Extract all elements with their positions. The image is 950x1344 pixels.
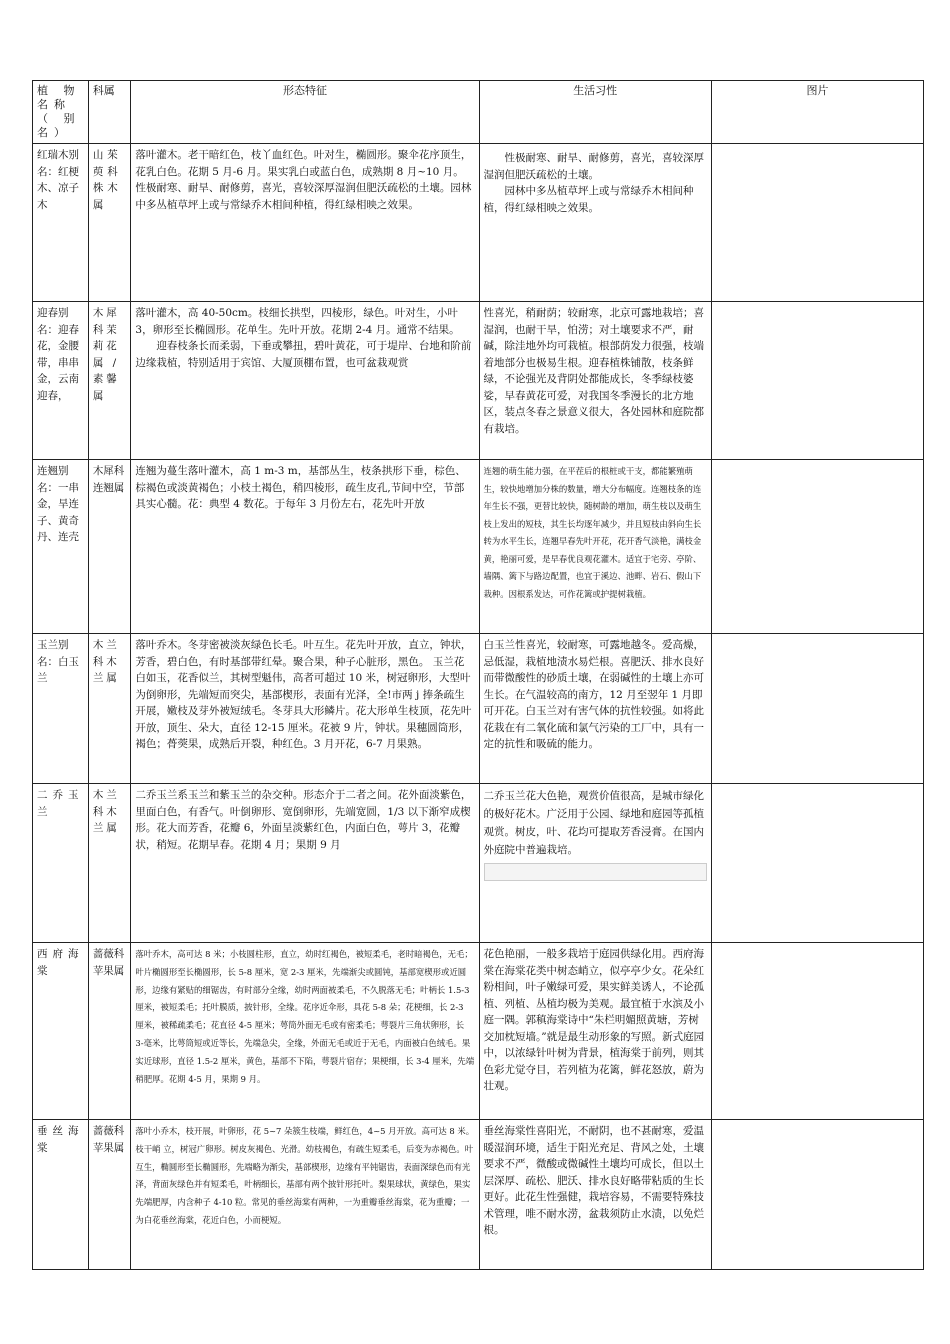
header-row bbox=[33, 81, 924, 144]
plant-family: 蔷薇科苹果属 bbox=[88, 1120, 131, 1270]
plant-habit bbox=[479, 634, 711, 784]
habit-paragraph: 连翘的萌生能力强，在平茬后的根桩或干支，都能繁殖萌生，较快地增加分株的数量，增大分布幅度。连翘枝条的连年生长不强，更替比较快，随树龄的增加，萌生枝以及萌生枝上发出的短枝，其生长均逐年减少，并且短枝由斜向生长转为水平生长，连翘早春先叶开花，花开香气淡艳，满枝金黄，艳丽可爱，是早春优良观花灌木。适宜于宅旁、亭阶、墙隅、篱下与路边配置，也宜于溪边、池畔、岩石、假山下栽种。因根系发达，可作花篱或护提树栽植。 bbox=[483, 466, 702, 599]
header-picture: 图片 bbox=[711, 81, 923, 144]
table-row bbox=[33, 302, 924, 460]
plant-name: 红瑞木别名：红梗木、凉子木 bbox=[33, 144, 89, 302]
plant-morphology bbox=[131, 634, 479, 784]
plant-morphology bbox=[131, 302, 479, 460]
plant-morphology bbox=[131, 784, 479, 943]
plant-name: 迎春别名：迎春花，金腰带，串串金，云南迎春， bbox=[33, 302, 89, 460]
table-row bbox=[33, 943, 924, 1120]
plant-picture bbox=[711, 302, 923, 460]
habit-paragraph: 垂丝海棠性喜阳光，不耐阴，也不甚耐寒，爱温暖湿润环境，适生于阳光充足、背风之处，土壤要求不严，微酸或微碱性土壤均可成长，但以土层深厚、疏松、肥沃、排水良好略带粘质的生长更好。此花生性强健，栽培容易，不需要特殊技术管理，唯不耐水涝，盆栽须防止水渍，以免烂根。 bbox=[483, 1125, 704, 1236]
habit-paragraph: 性喜光，稍耐荫；较耐寒，北京可露地栽培；喜湿润，也耐干旱，怕涝；对土壤要求不严，耐碱，除洼地外均可栽植。根部荫发力很强，枝端着地部分也极易生根。迎春植株铺散，枝条鲜绿，不论强光及背阴处都能成长，冬季绿枝婆娑，早春黄花可爱，对我国冬季漫长的北方地区，装点冬春之景意义很大，各处园林和庭院都有栽培。 bbox=[483, 307, 704, 435]
morphology-paragraph: 二乔玉兰系玉兰和紫玉兰的杂交种。形态介于二者之间。花外面淡紫色，里面白色，有香气。叶倒卵形、宽倒卵形，先端宽圆，1/3 以下渐窄成楔形。花大而芳香，花瓣 6，外面呈淡紫红色，内面白色，萼片 3，花瓣状，稍短。花期早春。花期 4 月；果期 9 月 bbox=[135, 789, 472, 851]
morphology-paragraph: 落叶乔木，高可达 8 米；小枝圆柱形，直立，幼时红褐色，被短柔毛，老时暗褐色，无毛；叶片椭圆形至长椭圆形，长 5-8 厘米，宽 2-3 厘米，先端渐尖或圆钝，基部宽楔形或近圆形，边缘有紧贴的细锯齿，有时部分全缘，幼时两面被柔毛，不久脱落无毛；叶柄长 1.5-3 厘米，被短柔毛；托叶膜质，披针形，全缘。花序近伞形，具花 5-8 朵；花梗细，长 2-3 厘米，被稀疏柔毛；花直径 4-5 厘米；萼筒外面无毛或有密柔毛；萼裂片三角状卵形，长 3-毫米，比萼筒短或近等长，先端急尖，全缘，外面无毛或近于无毛，内面被白色绒毛。果实近球形，直径 1.5-2 厘米，黄色，基部不下陷，萼裂片宿存；果梗细，长 3-4 厘米，先端稍肥厚。花期 4-5 月，果期 9 月。 bbox=[135, 949, 475, 1084]
plant-name: 连翘别名：一串金，旱连子、黄奇丹、连壳 bbox=[33, 460, 89, 634]
plant-habit bbox=[479, 460, 711, 634]
habit-paragraph: 园林中多丛植草坪上或与常绿乔木相间种植，得红绿相映之效果。 bbox=[483, 185, 694, 214]
plant-name: 垂丝海棠 bbox=[33, 1120, 89, 1270]
habit-paragraph: 二乔玉兰花大色艳，观赏价值很高，是城市绿化的极好花木。广泛用于公园、绿地和庭园等孤植观赏。树皮，叶、花均可提取芳香浸膏。在国内外庭院中普遍栽培。 bbox=[483, 790, 704, 856]
header-morphology: 形态特征 bbox=[131, 81, 479, 144]
plant-habit bbox=[479, 943, 711, 1120]
morphology-paragraph: 落叶灌木，高 40-50cm。枝细长拱型，四棱形，绿色。叶对生，小叶 3，卵形至长椭圆形。花单生。先叶开放。花期 2-4 月。通常不结果。 bbox=[135, 307, 460, 336]
plant-habit bbox=[479, 302, 711, 460]
plant-name: 西府海棠 bbox=[33, 943, 89, 1120]
plant-morphology bbox=[131, 144, 479, 302]
plant-table bbox=[32, 80, 924, 1270]
plant-name: 玉兰别名：白玉兰 bbox=[33, 634, 89, 784]
plant-habit bbox=[479, 1120, 711, 1270]
table-row bbox=[33, 634, 924, 784]
table-row bbox=[33, 784, 924, 943]
plant-picture bbox=[711, 144, 923, 302]
plant-name: 二乔玉兰 bbox=[33, 784, 89, 943]
plant-morphology bbox=[131, 460, 479, 634]
header-habit: 生活习性 bbox=[479, 81, 711, 144]
morphology-paragraph: 落叶灌木。老干暗红色，枝丫血红色。叶对生，椭圆形。聚伞花序顶生，花乳白色。花期 5 月-6 月。果实乳白或蓝白色，成熟期 8 月~10 月。 bbox=[135, 149, 472, 178]
habit-paragraph: 性极耐寒、耐旱、耐修剪，喜光，喜较深厚湿润但肥沃疏松的土壤。 bbox=[483, 152, 704, 181]
plant-picture bbox=[711, 634, 923, 784]
plant-family: 山茱萸科株木属 bbox=[88, 144, 131, 302]
plant-picture bbox=[711, 943, 923, 1120]
plant-morphology bbox=[131, 943, 479, 1120]
gray-placeholder-box bbox=[484, 863, 707, 881]
morphology-paragraph: 连翘为蔓生落叶灌木，高 1 m-3 m，基部丛生，枝条拱形下垂，棕色、棕褐色或淡黄褐色；小枝土褐色，稍四棱形，疏生皮孔,节间中空，节部具实心髓。花：典型 4 数花。于每年 3 月份左右，花先叶开放 bbox=[135, 465, 466, 510]
plant-picture bbox=[711, 460, 923, 634]
plant-picture bbox=[711, 784, 923, 943]
plant-family: 蔷薇科苹果属 bbox=[88, 943, 131, 1120]
table-row bbox=[33, 460, 924, 634]
header-name: 植 物 名称 （ 别名） bbox=[33, 81, 89, 144]
plant-family: 木犀科连翘属 bbox=[88, 460, 131, 634]
morphology-paragraph: 落叶小乔木，枝开展，叶卵形，花 5~7 朵簇生枝端，鲜红色，4~5 月开放。高可达 8 米。枝干峭 立，树冠广卵形。树皮灰褐色、光滑。幼枝褐色，有疏生短柔毛，后变为赤褐色。叶互生，椭圆形至长椭圆形，先端略为渐尖，基部楔形，边缘有平钝锯齿，表面深绿色而有光泽，背面灰绿色并有短柔毛，叶柄细长，基部有两个披针形托叶。梨果球状，黄绿色，果实先端肥厚，内含种子 4-10 粒。常见的垂丝海棠有两种，一为重瓣垂丝海棠，花为重瓣；一为白花垂丝海棠，花近白色，小而梗短。 bbox=[135, 1126, 475, 1225]
morphology-paragraph: 性极耐寒、耐旱、耐修剪，喜光，喜较深厚湿润但肥沃疏松的土壤。园林中多丛植草坪上或与常绿乔木相间种植，得红绿相映之效果。 bbox=[135, 182, 472, 211]
morphology-paragraph: 迎春枝条长而柔弱，下垂或攀扭，碧叶黄花，可于堤岸、台地和阶前边缘栽植，特别适用于宾馆、大厦顶棚布置，也可盆栽观赏 bbox=[135, 340, 472, 369]
habit-paragraph: 花色艳丽，一般多栽培于庭园供绿化用。西府海棠在海棠花类中树态峭立，似亭亭少女。花朵红粉相间，叶子嫩绿可爱，果实鲜美诱人，不论孤植、列植、丛植均极为美观。最宜植于水滨及小庭一隅。郭稹海棠诗中“朱栏明媚照黄塘，芳树交加枕短墙。”就是最生动形象的写照。新式庭园中，以浓绿针叶树为背景，植海棠于前列，则其色彩尤觉夺目，若列植为花篱，鲜花怒放，蔚为壮观。 bbox=[483, 948, 705, 1092]
plant-family: 木兰科木兰属 bbox=[88, 634, 131, 784]
plant-family: 木兰科木兰属 bbox=[88, 784, 131, 943]
plant-habit bbox=[479, 784, 711, 943]
habit-paragraph: 白玉兰性喜光，较耐寒，可露地越冬。爱高燥，忌低湿，栽植地渍水易烂根。喜肥沃、排水良好而带微酸性的砂质土壤，在弱碱性的土壤上亦可生长。在气温较高的南方，12 月至翌年 1 月即可开花。白玉兰对有害气体的抗性较强。如将此花栽在有二氧化硫和氯气污染的工厂中，具有一定的抗性和吸硫的能力。 bbox=[483, 639, 704, 750]
morphology-paragraph: 落叶乔木。冬芽密被淡灰绿色长毛。叶互生。花先叶开放，直立，钟状，芳香，碧白色，有时基部带红晕。聚合果，种子心脏形，黑色。 玉兰花白如玉，花香似兰，其树型魁伟，高者可超过 10 米，树冠卵形，大型叶为倒卵形，先端短而突尖，基部楔形，表面有光泽，全!市两 j 捧条疏生开展，嫩枝及芽外被短绒毛。冬芽具大形鳞片。花大形单生枝顶，花先叶开放，顶生、朵大，直径 12-15 厘米。花被 9 片，钟状。果穗圆筒形，褐色；蓇葖果，成熟后开裂，种红色。3 月开花，6-7 月果熟。 bbox=[135, 639, 472, 750]
table-row bbox=[33, 1120, 924, 1270]
plant-morphology bbox=[131, 1120, 479, 1270]
table-row bbox=[33, 144, 924, 302]
header-family: 科属 bbox=[88, 81, 131, 144]
plant-habit bbox=[479, 144, 711, 302]
plant-picture bbox=[711, 1120, 923, 1270]
plant-family: 木犀科茉莉花属 / 素馨属 bbox=[88, 302, 131, 460]
